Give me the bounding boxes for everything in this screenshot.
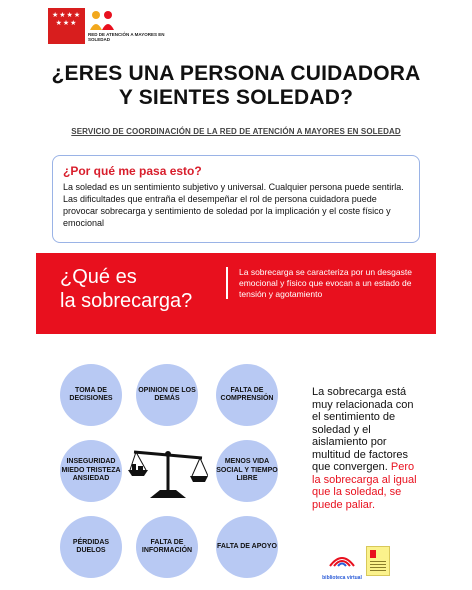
- band-title-line-1: ¿Qué es: [60, 266, 137, 288]
- circle-falta-informacion: FALTA DE INFORMACIÓN: [136, 516, 198, 578]
- wifi-waves-icon: [322, 548, 362, 570]
- circle-menos-vida-social: MENOS VIDA SOCIAL Y TIEMPO LIBRE: [216, 440, 278, 502]
- info-card-logo: [366, 546, 390, 576]
- info-card-line: [370, 564, 386, 565]
- madrid-flag-logo: ★★★★ ★★★: [48, 8, 85, 44]
- circle-toma-decisiones: TOMA DE DECISIONES: [60, 364, 122, 426]
- side-text-block: [312, 386, 417, 511]
- info-card-line: [370, 567, 386, 568]
- why-text: La soledad es un sentimiento subjetivo y universal. Cualquier persona puede sentirla. Las dificultades que entraña el desempeñar el rol de persona cuidadora puede provocar sobrecarga y sentimiento de soledad por la implicación y el coste físico y emocional: [63, 182, 404, 228]
- service-subtitle: SERVICIO DE COORDINACIÓN DE LA RED DE ATENCIÓN A MAYORES EN SOLEDAD: [71, 127, 401, 136]
- why-box: [52, 155, 420, 243]
- biblioteca-virtual-text: biblioteca virtual: [322, 575, 362, 581]
- biblioteca-virtual-logo: [322, 548, 362, 580]
- band-divider: [226, 267, 228, 299]
- info-card-mark: [370, 550, 376, 558]
- red-atencion-logo: [88, 10, 118, 32]
- side-red-text: Pero la sobrecarga al igual que la soledad, se puede paliar.: [312, 461, 417, 511]
- band-title-line-2: la sobrecarga?: [60, 290, 193, 312]
- logo-text: RED DE ATENCIÓN A MAYORES EN SOLEDAD: [88, 32, 165, 42]
- circle-inseguridad: INSEGURIDAD MIEDO TRISTEZA ANSIEDAD: [60, 440, 122, 502]
- sobrecarga-band: [36, 253, 436, 334]
- circle-falta-apoyo: FALTA DE APOYO: [216, 516, 278, 578]
- balance-scale-icon: [128, 440, 208, 500]
- title-line-2: Y SIENTES SOLEDAD?: [118, 86, 354, 109]
- band-text: La sobrecarga se caracteriza por un desgaste emocional y físico que evocan a un estado de tensión y agotamiento: [239, 267, 412, 299]
- circle-falta-comprension: FALTA DE COMPRENSIÓN: [216, 364, 278, 426]
- title-line-1: ¿ERES UNA PERSONA CUIDADORA: [51, 62, 421, 85]
- header-logos: [48, 8, 178, 50]
- circle-opinion-demas: OPINION DE LOS DEMÁS: [136, 364, 198, 426]
- why-title: ¿Por qué me pasa esto?: [63, 164, 202, 178]
- info-card-line: [370, 561, 386, 562]
- side-text: La sobrecarga está muy relacionada con el sentimiento de soledad y el aislamiento por multitud de factores que convergen.: [312, 386, 414, 473]
- info-card-line: [370, 570, 386, 571]
- band-title: [60, 265, 192, 313]
- circle-perdidas-duelos: PÉRDIDAS DUELOS: [60, 516, 122, 578]
- page-title: [20, 62, 452, 110]
